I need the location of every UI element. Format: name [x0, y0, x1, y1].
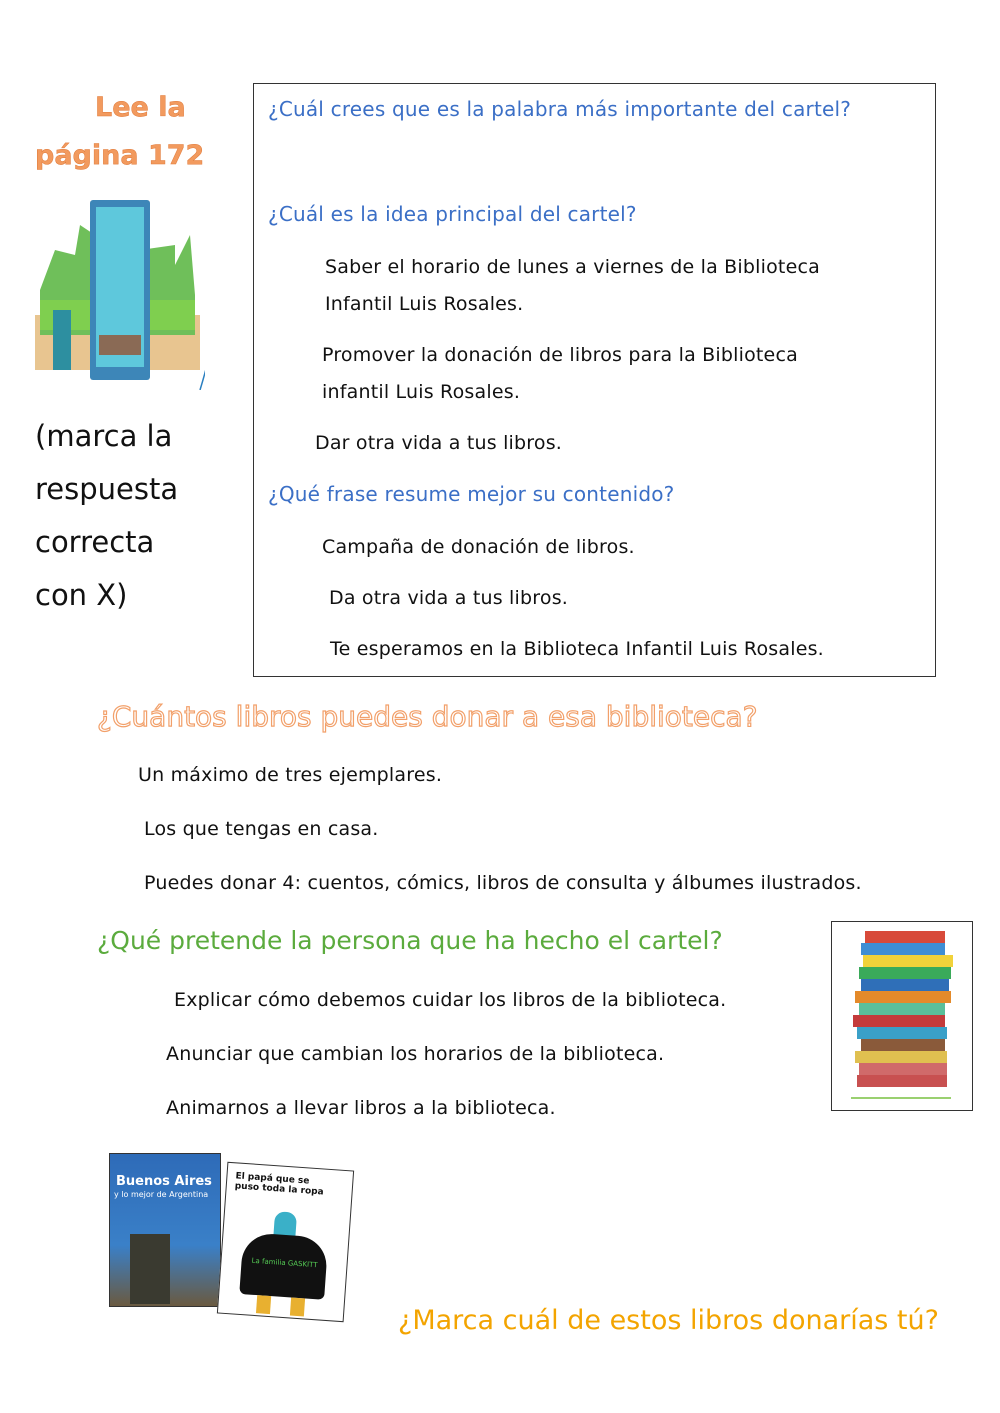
option-summary-3[interactable]: Te esperamos en la Biblioteca Infantil Luis Rosales. [330, 638, 824, 660]
instruction-line: (marca la [35, 419, 173, 453]
read-instruction-line1: Lee la [95, 92, 186, 123]
option-main-idea-2a[interactable]: Promover la donación de libros para la Biblioteca [322, 344, 798, 366]
book-stack-image [831, 921, 973, 1111]
option-purpose-2[interactable]: Anunciar que cambian los horarios de la biblioteca. [166, 1043, 665, 1065]
option-main-idea-3[interactable]: Dar otra vida a tus libros. [315, 432, 563, 454]
option-summary-2[interactable]: Da otra vida a tus libros. [329, 587, 569, 609]
question-main-idea: ¿Cuál es la idea principal del cartel? [268, 202, 637, 226]
book-cover-el-papa[interactable] [217, 1162, 354, 1322]
question-purpose: ¿Qué pretende la persona que ha hecho el cartel? [97, 926, 723, 955]
poster-illustration [35, 195, 205, 390]
option-main-idea-1a[interactable]: Saber el horario de lunes a viernes de la Biblioteca [325, 256, 820, 278]
read-instruction-line2: página 172 [35, 140, 205, 171]
book2-sign: La familia GASKITT [251, 1256, 318, 1270]
instruction-text [35, 410, 178, 622]
question-summary: ¿Qué frase resume mejor su contenido? [268, 482, 675, 506]
question-important-word: ¿Cuál crees que es la palabra más importante del cartel? [268, 97, 852, 121]
option-books-3[interactable]: Puedes donar 4: cuentos, cómics, libros de consulta y álbumes ilustrados. [144, 872, 862, 894]
question-donate-which-book: ¿Marca cuál de estos libros donarías tú? [398, 1305, 939, 1336]
option-books-1[interactable]: Un máximo de tres ejemplares. [138, 764, 443, 786]
book2-title: El papá que se puso toda la ropa [234, 1171, 324, 1198]
book1-subtitle: y lo mejor de Argentina [114, 1190, 209, 1199]
book-cover-buenos-aires[interactable] [109, 1153, 221, 1307]
option-purpose-1[interactable]: Explicar cómo debemos cuidar los libros de la biblioteca. [174, 989, 727, 1011]
option-summary-1[interactable]: Campaña de donación de libros. [322, 536, 635, 558]
book1-title: Buenos Aires [116, 1174, 212, 1189]
instruction-line: correcta [35, 525, 155, 559]
instruction-line: respuesta [35, 472, 179, 506]
question-how-many-books: ¿Cuántos libros puedes donar a esa biblioteca? [97, 700, 758, 733]
option-books-2[interactable]: Los que tengas en casa. [144, 818, 379, 840]
option-main-idea-1b[interactable]: Infantil Luis Rosales. [325, 293, 524, 315]
option-main-idea-2b[interactable]: infantil Luis Rosales. [322, 381, 521, 403]
option-purpose-3[interactable]: Animarnos a llevar libros a la biblioteca. [166, 1097, 556, 1119]
instruction-line: con X) [35, 578, 128, 612]
